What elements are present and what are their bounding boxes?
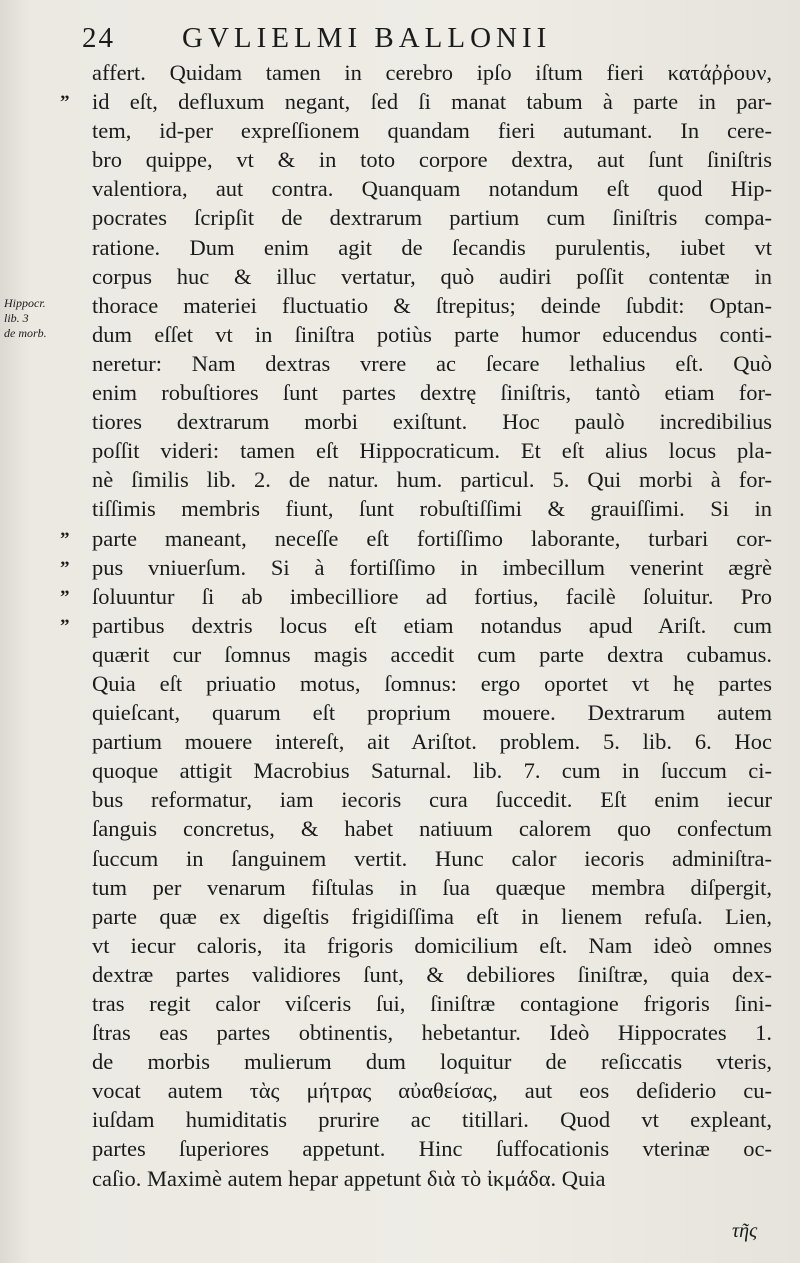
text-line: ſanguis concretus, & habet natiuum calorem quo confectum <box>92 816 772 842</box>
text-line: affert. Quidam tamen in cerebro ipſo iſtum fieri κατάῤῥουν, <box>92 60 772 85</box>
catchword: τῆς <box>732 1220 758 1242</box>
quotation-mark: ” <box>60 557 70 579</box>
text-line: ſuccum in ſanguinem vertit. Hunc calor iecoris adminiſtra- <box>92 845 772 871</box>
margin-note-line: Hippocr. <box>4 296 46 310</box>
text-line: de morbis mulierum dum loquitur de reſiccatis vteris, <box>92 1049 772 1075</box>
text-line: parte quæ ex digeſtis frigidiſſima eſt in lienem refuſa. Lien, <box>92 903 772 929</box>
text-line: caſio. Maximè autem hepar appetunt διὰ τὸ ἰκμάδα. Quia <box>92 1165 606 1191</box>
page-number: 24 <box>82 22 115 54</box>
margin-note <box>4 296 66 341</box>
text-line: nè ſimilis lib. 2. de natur. hum. particul. 5. Qui morbi à for- <box>92 467 772 493</box>
quotation-mark: ” <box>60 586 70 608</box>
text-line: pocrates ſcripſit de dextrarum partium cum ſiniſtris compa- <box>92 205 772 231</box>
text-line: partium mouere intereſt, ait Ariſtot. problem. 5. lib. 6. Hoc <box>92 729 772 755</box>
text-line: quærit cur ſomnus magis accedit cum parte dextra cubamus. <box>92 641 772 667</box>
text-line: dextræ partes validiores ſunt, & debiliores ſiniſtræ, quia dex- <box>92 961 772 987</box>
quotation-mark: ” <box>60 615 70 637</box>
text-line: tem, id-per expreſſionem quandam fieri autumant. In cere- <box>92 118 772 144</box>
text-line: quoque attigit Macrobius Saturnal. lib. 7. cum in ſuccum ci- <box>92 758 772 784</box>
text-line: valentiora, aut contra. Quanquam notandum eſt quod Hip- <box>92 176 772 202</box>
text-line: tiſſimis membris fiunt, ſunt robuſtiſſimi & grauiſſimi. Si in <box>92 496 772 522</box>
text-line: Quia eſt priuatio motus, ſomnus: ergo oportet vt hę partes <box>92 670 772 696</box>
text-line: tras regit calor viſceris ſui, ſiniſtræ contagione frigoris ſini- <box>92 991 772 1016</box>
running-title: GVLIELMI BALLONII <box>182 22 552 54</box>
text-line: quieſcant, quarum eſt proprium mouere. Dextrarum autem <box>92 700 772 726</box>
text-line: partibus dextris locus eſt etiam notandus apud Ariſt. cum <box>92 612 772 638</box>
text-line: bus reformatur, iam iecoris cura ſuccedit. Eſt enim iecur <box>92 787 772 813</box>
quotation-mark: ” <box>60 92 70 114</box>
text-line: ſoluuntur ſi ab imbecilliore ad fortius, facilè ſoluitur. Pro <box>92 583 772 609</box>
text-line: tum per venarum fiſtulas in ſua quæque membra diſpergit, <box>92 874 772 900</box>
margin-note-line: lib. 3 <box>4 311 29 325</box>
text-line: iuſdam humiditatis prurire ac titillari. Quod vt expleant, <box>92 1107 772 1133</box>
body-text <box>92 58 772 1193</box>
margin-note-line: de morb. <box>4 326 47 340</box>
text-line: partes ſuperiores appetunt. Hinc ſuffocationis vterinæ oc- <box>92 1136 772 1162</box>
text-line: pus vniuerſum. Si à fortiſſimo in imbecillum venerint ægrè <box>92 554 772 580</box>
text-line: ſtras eas partes obtinentis, hebetantur. Ideò Hippocrates 1. <box>92 1020 772 1046</box>
quotation-mark: ” <box>60 528 70 550</box>
text-line: ratione. Dum enim agit de ſecandis purulentis, iubet vt <box>92 234 772 260</box>
text-line: dum eſſet vt in ſiniſtra potiùs parte humor educendus conti- <box>92 321 772 347</box>
text-line: vocat autem τὰς μήτρας αὐαθείσας, aut eos deſiderio cu- <box>92 1078 772 1104</box>
text-line: corpus huc & illuc vertatur, quò audiri poſſit contentæ in <box>92 263 772 289</box>
text-line: neretur: Nam dextras vrere ac ſecare lethalius eſt. Quò <box>92 350 772 376</box>
text-line: id eſt, defluxum negant, ſed ſi manat tabum à parte in par- <box>92 89 772 115</box>
page-header <box>82 22 782 55</box>
text-line: vt iecur caloris, ita frigoris domicilium eſt. Nam ideò omnes <box>92 932 772 958</box>
text-line: parte maneant, neceſſe eſt fortiſſimo laborante, turbari cor- <box>92 525 772 551</box>
text-line: tiores dextrarum morbi exiſtunt. Hoc paulò incredibilius <box>92 409 772 435</box>
text-line: bro quippe, vt & in toto corpore dextra, aut ſunt ſiniſtris <box>92 147 772 173</box>
text-line: poſſit videri: tamen eſt Hippocraticum. Et eſt alius locus pla- <box>92 438 772 464</box>
text-line: thorace materiei fluctuatio & ſtrepitus; deinde ſubdit: Optan- <box>92 292 772 318</box>
text-line: enim robuſtiores ſunt partes dextrę ſiniſtris, tantò etiam for- <box>92 380 772 406</box>
